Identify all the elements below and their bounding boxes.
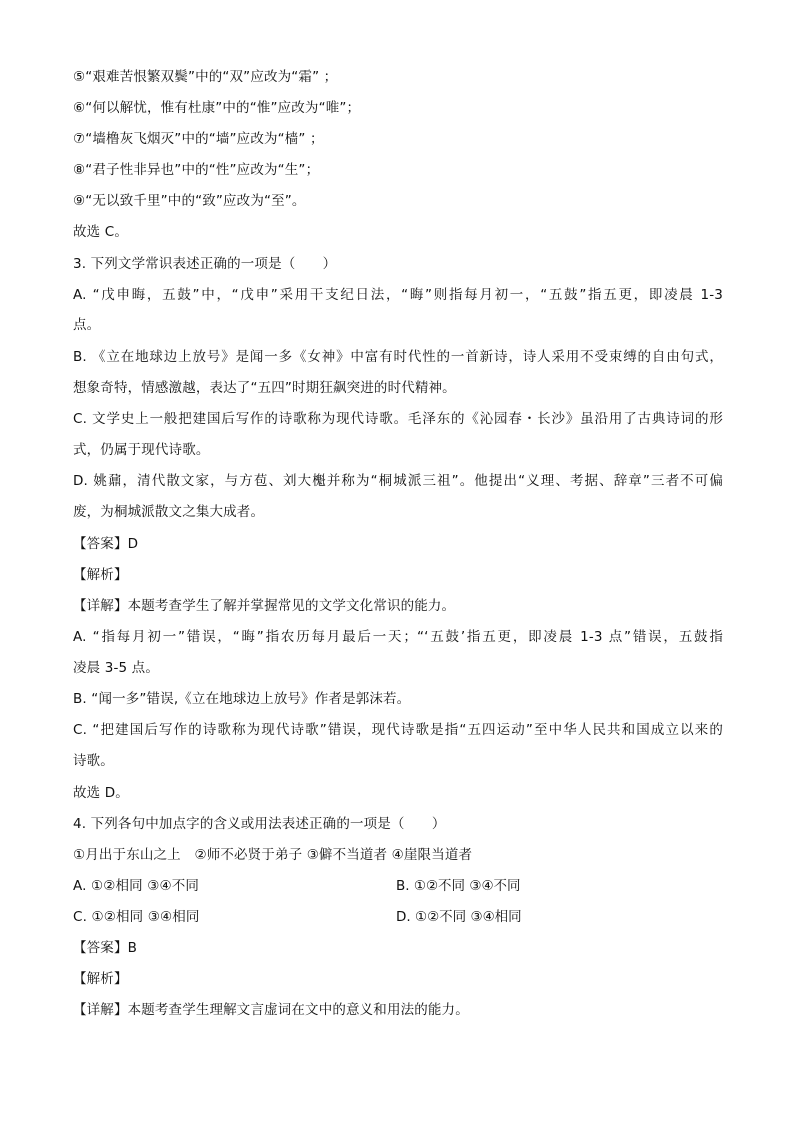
question-3-option-b-cont: 想象奇特，情感激越，表达了“五四”时期狂飙突进的时代精神。: [73, 380, 456, 396]
question-3-stem: 3. 下列文学常识表述正确的一项是（ ）: [73, 256, 337, 272]
answer-choice-line: 故选 C。: [73, 224, 128, 240]
question-3-option-b: B. 《立在地球边上放号》是闻一多《女神》中富有时代性的一首新诗，诗人采用不受束缚的自由句式，: [73, 349, 723, 365]
question-3-option-c-cont: 式，仍属于现代诗歌。: [73, 442, 210, 458]
question-3-option-d: D. 姚鼐，清代散文家，与方苞、刘大櫆并称为“桐城派三祖”。他提出“义理、考据、辞章”三者不可偏: [73, 473, 723, 489]
question-4-analysis-heading: 【解析】: [73, 971, 128, 987]
question-3-detail-c: C. “把建国后写作的诗歌称为现代诗歌”错误，现代诗歌是指“五四运动”至中华人民共和国成立以来的: [73, 722, 723, 738]
question-4-option-d: D. ①②不同 ③④相同: [396, 909, 522, 925]
correction-line-5: ⑤“艰难苦恨繁双鬓”中的“双”应改为“霜” ；: [73, 69, 338, 85]
question-4-option-c: C. ①②相同 ③④相同: [73, 909, 200, 925]
question-3-option-a: A. “戊申晦，五鼓”中，“戊申”采用干支纪日法，“晦”则指每月初一，“五鼓”指五更，即凌晨 1-3: [73, 287, 723, 303]
question-3-option-d-cont: 废，为桐城派散文之集大成者。: [73, 504, 265, 520]
question-4-stem: 4. 下列各句中加点字的含义或用法表述正确的一项是（ ）: [73, 816, 446, 832]
correction-line-8: ⑧“君子性非异也”中的“性”应改为“生”；: [73, 162, 320, 178]
question-3-option-a-cont: 点。: [73, 317, 101, 333]
question-3-conclusion: 故选 D。: [73, 785, 129, 801]
question-3-detail-b: B. “闻一多”错误,《立在地球边上放号》作者是郭沫若。: [73, 691, 411, 707]
question-3-option-c: C. 文学史上一般把建国后写作的诗歌称为现代诗歌。毛泽东的《沁园春・长沙》虽沿用了古典诗词的形: [73, 411, 723, 427]
question-3-analysis-heading: 【解析】: [73, 567, 128, 583]
question-3-detail-a: A. “指每月初一”错误，“晦”指农历每月最后一天；“‘五鼓’指五更，即凌晨 1-3 点”错误，五鼓指: [73, 629, 723, 645]
question-3-detail: 【详解】本题考查学生了解并掌握常见的文学文化常识的能力。: [73, 598, 456, 614]
correction-line-6: ⑥“何以解忧，惟有杜康”中的“惟”应改为“唯”；: [73, 100, 361, 116]
correction-line-9: ⑨“无以致千里”中的“致”应改为“至”。: [73, 193, 306, 209]
question-4-answer: 【答案】B: [73, 940, 138, 956]
question-3-detail-a-cont: 凌晨 3-5 点。: [73, 660, 159, 676]
question-4-option-a: A. ①②相同 ③④不同: [73, 878, 200, 894]
question-3-detail-c-cont: 诗歌。: [73, 753, 114, 769]
question-3-answer: 【答案】D: [73, 536, 139, 552]
question-4-sentences: ①月出于东山之上 ②师不必贤于弟子 ③僻不当道者 ④崖限当道者: [73, 847, 473, 863]
question-4-detail: 【详解】本题考查学生理解文言虚词在文中的意义和用法的能力。: [73, 1002, 469, 1018]
question-4-option-b: B. ①②不同 ③④不同: [396, 878, 521, 894]
correction-line-7: ⑦“墙橹灰飞烟灭”中的“墙”应改为“樯” ；: [73, 131, 324, 147]
